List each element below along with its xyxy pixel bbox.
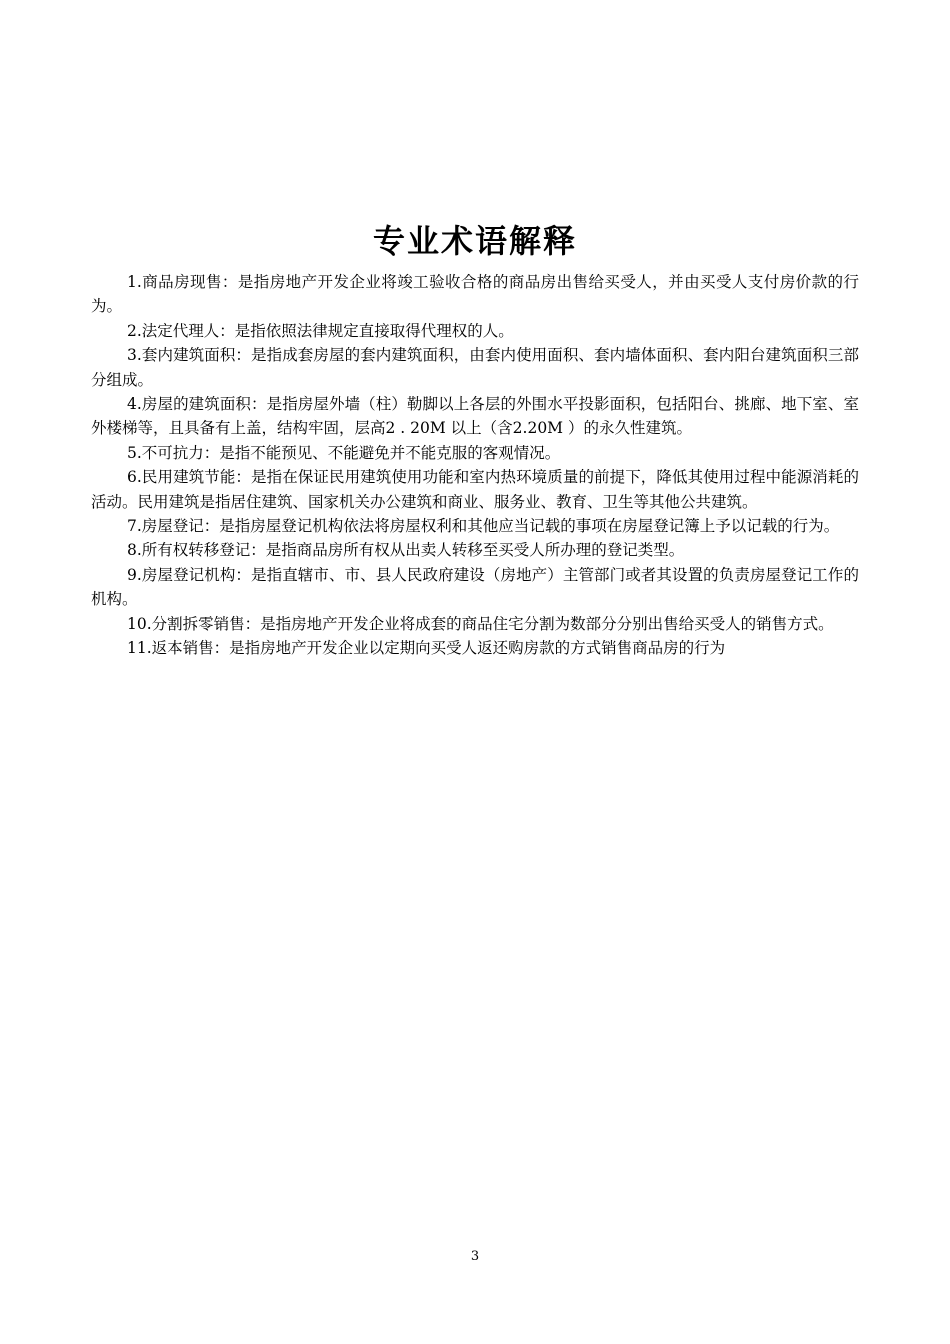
definition-paragraph: 1.商品房现售：是指房地产开发企业将竣工验收合格的商品房出售给买受人，并由买受人支付房价款的行为。 — [91, 273, 859, 316]
definitions-list — [91, 270, 859, 661]
definition-paragraph: 3.套内建筑面积：是指成套房屋的套内建筑面积，由套内使用面积、套内墙体面积、套内阳台建筑面积三部分组成。 — [91, 346, 859, 389]
definition-paragraph: 6.民用建筑节能：是指在保证民用建筑使用功能和室内热环境质量的前提下，降低其使用过程中能源消耗的活动。民用建筑是指居住建筑、国家机关办公建筑和商业、服务业、教育、卫生等其他公共建筑。 — [91, 468, 859, 511]
definition-paragraph: 7.房屋登记：是指房屋登记机构依法将房屋权利和其他应当记载的事项在房屋登记簿上予以记载的行为。 — [127, 517, 840, 536]
definition-paragraph: 10.分割拆零销售：是指房地产开发企业将成套的商品住宅分割为数部分分别出售给买受人的销售方式。 — [127, 614, 834, 633]
definition-paragraph: 11.返本销售：是指房地产开发企业以定期向买受人返还购房款的方式销售商品房的行为 — [127, 639, 726, 658]
definition-paragraph: 4.房屋的建筑面积：是指房屋外墙（柱）勒脚以上各层的外围水平投影面积，包括阳台、挑廊、地下室、室外楼梯等，且具备有上盖，结构牢固，层高2 . 20M 以上（含2.20M ）的永久性建筑。 — [91, 395, 859, 438]
definition-paragraph: 8.所有权转移登记：是指商品房所有权从出卖人转移至买受人所办理的登记类型。 — [127, 541, 685, 560]
definition-paragraph: 9.房屋登记机构：是指直辖市、市、县人民政府建设（房地产）主管部门或者其设置的负责房屋登记工作的机构。 — [91, 565, 859, 609]
definition-paragraph: 2.法定代理人：是指依照法律规定直接取得代理权的人。 — [127, 321, 514, 340]
page-number: 3 — [470, 1249, 480, 1264]
definition-paragraph: 5.不可抗力：是指不能预见、不能避免并不能克服的客观情况。 — [127, 443, 561, 462]
document-title: 专业术语解释 — [372, 222, 577, 261]
